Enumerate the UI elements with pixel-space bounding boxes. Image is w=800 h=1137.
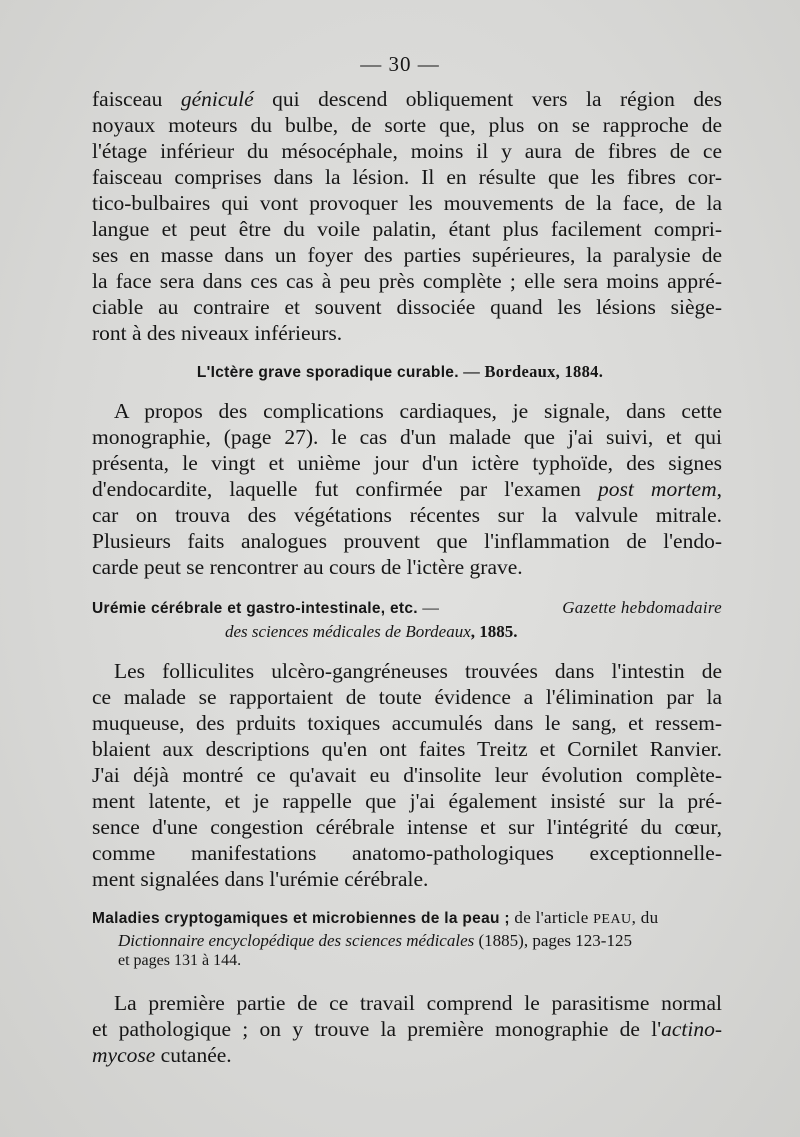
italic-term: post mortem xyxy=(598,477,717,501)
section-heading-uremie-line2 xyxy=(225,622,518,642)
paragraph-1-line: ciable au contraire et souvent dissociée quand les lésions siège- xyxy=(92,295,722,319)
heading-maladies-title: Maladies cryptogamiques et microbiennes de la peau ; xyxy=(92,910,510,927)
paragraph-1-line: faisceau géniculé qui descend obliquement vers la région des xyxy=(92,87,722,111)
heading-ictere-ref: — Bordeaux, 1884. xyxy=(458,362,604,381)
paragraph-3-line: ment latente, et je rappelle que j'ai également insisté sur la pré- xyxy=(92,789,722,813)
paragraph-1-text xyxy=(92,86,722,346)
section-heading-maladies-line3 xyxy=(118,952,241,970)
heading-maladies-dict: Dictionnaire encyclopédique des sciences médicales xyxy=(118,931,475,950)
paragraph-1-line: l'étage inférieur du mésocéphale, moins il y aura de fibres de ce xyxy=(92,139,722,163)
heading-maladies-peau: PEAU xyxy=(593,912,632,927)
heading-uremie-year: , 1885. xyxy=(470,622,518,641)
heading-maladies-ref-2: , du xyxy=(631,908,659,927)
paragraph-4-line: mycose cutanée. xyxy=(92,1043,232,1067)
paragraph-3-line: Les folliculites ulcèro-gangréneuses trouvées dans l'intestin de xyxy=(114,659,722,683)
section-heading-uremie xyxy=(92,598,722,618)
paragraph-2-line: car on trouva des végétations récentes sur la valvule mitrale. xyxy=(92,503,722,527)
paragraph-2-line: présenta, le vingt et unième jour d'un ictère typhoïde, des signes xyxy=(92,451,722,475)
paragraph-2-line: A propos des complications cardiaques, je signale, dans cette xyxy=(114,399,722,423)
paragraph-4-line: La première partie de ce travail comprend le parasitisme normal xyxy=(114,991,722,1015)
paragraph-3-line: ce malade se rapportaient de toute évidence a l'élimination par la xyxy=(92,685,722,709)
paragraph-2-line: carde peut se rencontrer au cours de l'ictère grave. xyxy=(92,555,523,579)
paragraph-4-text xyxy=(92,990,722,1068)
paragraph-4-line: et pathologique ; on y trouve la première monographie de l'actino- xyxy=(92,1017,722,1041)
paragraph-1-line: ses en masse dans un foyer des parties supérieures, la paralysie de xyxy=(92,243,722,267)
paragraph-2-line: monographie, (page 27). le cas d'un malade que j'ai suivi, et qui xyxy=(92,425,722,449)
paragraph-1-line: la face sera dans ces cas à peu près complète ; elle sera moins appré- xyxy=(92,269,722,293)
paragraph-1-line: noyaux moteurs du bulbe, de sorte que, plus on se rapproche de xyxy=(92,113,722,137)
paragraph-3-line: sence d'une congestion cérébrale intense et sur l'intégrité du cœur, xyxy=(92,815,722,839)
paragraph-2-line: Plusieurs faits analogues prouvent que l'inflammation de l'endo- xyxy=(92,529,722,553)
italic-term: géniculé xyxy=(180,87,254,111)
paragraph-3-line: blaient aux descriptions qu'en ont faites Treitz et Cornilet Ranvier. xyxy=(92,737,722,761)
heading-uremie-dash: — xyxy=(417,598,440,617)
paragraph-1-line: langue et peut être du voile palatin, étant plus facilement compri- xyxy=(92,217,722,241)
italic-term: actino- xyxy=(661,1017,722,1041)
paragraph-2-text xyxy=(92,398,722,580)
paragraph-1-line: ront à des niveaux inférieurs. xyxy=(92,321,343,345)
paragraph-1 xyxy=(92,86,722,346)
section-heading-maladies-line2 xyxy=(118,931,632,951)
paragraph-2-line: d'endocardite, laquelle fut confirmée par l'examen post mortem, xyxy=(92,477,722,501)
heading-maladies-pages2: et pages 131 à 144. xyxy=(118,952,242,969)
italic-term: mycose xyxy=(92,1043,156,1067)
heading-ictere-title: L'Ictère grave sporadique curable. xyxy=(196,364,459,381)
heading-maladies-ref-1: de l'article xyxy=(509,908,594,927)
paragraph-4 xyxy=(92,990,722,1068)
paragraph-3 xyxy=(92,658,722,892)
heading-uremie-journal-2: des sciences médicales de Bordeaux xyxy=(225,622,471,641)
paragraph-3-line: J'ai déjà montré ce qu'avait eu d'insolite leur évolution complète- xyxy=(92,763,722,787)
heading-maladies-dict-tail: (1885), pages 123-125 xyxy=(474,931,632,950)
paragraph-2 xyxy=(92,398,722,580)
section-heading-ictere xyxy=(0,362,800,382)
heading-uremie-title: Urémie cérébrale et gastro-intestinale, etc. xyxy=(92,600,418,617)
section-heading-maladies xyxy=(92,908,722,928)
paragraph-3-line: ment signalées dans l'urémie cérébrale. xyxy=(92,867,429,891)
page-number: — 30 — xyxy=(360,52,440,76)
paragraph-3-line: muqueuse, des prduits toxiques accumulés dans le sang, et ressem- xyxy=(92,711,722,735)
paragraph-1-line: faisceau comprises dans la lésion. Il en résulte que les fibres cor- xyxy=(92,165,722,189)
paragraph-3-line: comme manifestations anatomo-pathologiques exceptionnelle- xyxy=(92,841,722,865)
heading-uremie-journal-1: Gazette hebdomadaire xyxy=(562,598,722,617)
paragraph-1-line: tico-bulbaires qui vont provoquer les mouvements de la face, de la xyxy=(92,191,722,215)
paragraph-3-text xyxy=(92,658,722,892)
